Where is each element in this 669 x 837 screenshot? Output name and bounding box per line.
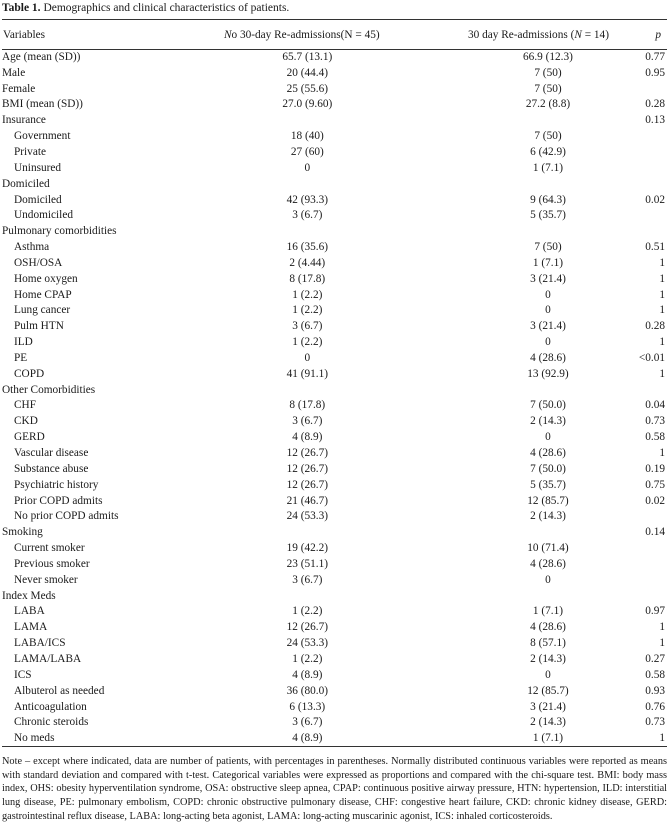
table-row [2,335,667,351]
no-readmission-value: 1 (2.2) [292,652,323,665]
table-row [2,255,667,271]
row-label: Never smoker [14,573,78,586]
p-value: 0.93 [645,684,665,697]
no-readmission-value: 24 (53.3) [286,510,329,523]
no-readmission-value [147,176,406,192]
no-readmission-value [147,113,406,129]
table-row [2,652,667,668]
p-value: 1 [659,336,665,349]
no-readmission-value [147,382,406,398]
row-label: Undomiciled [14,209,73,222]
readmission-value: 0 [545,288,551,301]
table-body [2,50,667,747]
readmission-value: 0 [545,304,551,317]
table-row [2,382,667,398]
readmission-value: 4 (28.6) [530,351,566,364]
no-readmission-value: 0 [304,161,311,174]
readmission-value: 1 (7.1) [532,161,564,174]
p-value [632,129,667,145]
table-row [2,398,667,414]
readmission-value [406,525,632,541]
readmission-value: 4 (28.6) [530,447,566,460]
readmission-value: 1 (7.1) [532,605,564,618]
no-readmission-value: 27.0 (9.60) [282,98,333,111]
no-readmission-value: 36 (80.0) [286,684,329,697]
row-label: BMI (mean (SD)) [2,98,83,111]
readmission-value: 1 (7.1) [406,731,632,747]
p-value: 0.19 [645,462,665,475]
row-label: Private [14,145,46,158]
table-header [2,20,667,50]
table-row [2,683,667,699]
row-label: PE [14,351,28,364]
p-value: 1 [659,304,665,317]
readmission-value: 4 (28.6) [530,557,566,570]
table-footnote: Note – except where indicated, data are number of patients, with percentages in parentheses. Normally distributed continuous variables were reported as means with standard deviation and compared with t-test. Categorical variables were expressed as proportions and compared with the chi-square test. BMI: body mass index, OHS: obesity hyperventilation syndrome, OSA: obstructive sleep apnea, CPAP: continuous positive airway pressure, HTN: hypertension, ILD: interstitial lung disease, PE: pulmonary embolism, COPD: chronic obstructive pulmonary disease, CHF: congestive heart failure, CKD: chronic kidney disease, GERD: gastrointestinal reflux disease, LABA: long-acting beta agonist, LAMA: long-acting muscarinic agonist, ICS: inhaled corticosteroids. [2,756,667,822]
no-readmission-value: 27 (60) [290,145,324,158]
readmission-value: 3 (21.4) [530,320,566,333]
readmission-value: 1 (7.1) [532,256,564,269]
no-readmission-value: 1 (2.2) [292,304,323,317]
table-row [2,636,667,652]
readmission-value [406,176,632,192]
no-readmission-value: 3 (6.7) [292,320,323,333]
row-label: LABA/ICS [14,637,66,650]
no-readmission-value: 12 (26.7) [286,478,329,491]
no-readmission-value: 1 (2.2) [292,336,323,349]
p-value [632,145,667,161]
readmission-value: 13 (92.9) [527,367,569,380]
table-row [2,351,667,367]
no-readmission-value: 65.7 (13.1) [282,51,333,64]
row-label: LABA [14,605,45,618]
table-row [2,667,667,683]
no-readmission-value [147,224,406,240]
no-readmission-value: 4 (8.9) [292,668,323,681]
no-readmission-value: 20 (44.4) [286,66,329,79]
p-value: 1 [632,731,667,747]
readmission-value: 7 (50.0) [530,462,566,475]
readmission-value: 4 (28.6) [530,621,566,634]
no-readmission-value: 3 (6.7) [292,209,323,222]
table-row [2,604,667,620]
no-readmission-value: 8 (17.8) [289,399,326,412]
no-readmission-value: 4 (8.9) [292,431,323,444]
row-label: Previous smoker [14,557,90,570]
row-label: Smoking [2,526,43,539]
row-label: LAMA [14,621,48,634]
readmission-value: 12 (85.7) [527,494,569,507]
table-row [2,97,667,113]
p-value: 1 [659,447,665,460]
table-row [2,65,667,81]
row-label: CKD [14,415,38,428]
row-label: CHF [14,399,36,412]
table-row [2,461,667,477]
no-readmission-value: 0 [304,351,311,364]
readmission-value [406,224,632,240]
no-readmission-value: 12 (26.7) [286,621,329,634]
p-value: 0.02 [645,494,665,507]
row-label: Index Meds [2,589,56,602]
no-readmission-value [147,525,406,541]
p-value [632,382,667,398]
readmission-value: 7 (50) [534,82,562,95]
table-row [2,287,667,303]
p-value: 0.75 [645,478,665,491]
p-value [632,208,667,224]
no-readmission-value: 25 (55.6) [286,82,329,95]
row-label: Psychiatric history [14,478,99,491]
demographics-table [2,19,667,747]
p-value: 1 [659,367,665,380]
p-value [632,557,667,573]
header-variables: Variables [3,28,46,41]
row-label: Uninsured [14,161,62,174]
row-label: Pulmonary comorbidities [2,225,117,238]
table-row [2,414,667,430]
no-readmission-value: 2 (4.44) [289,256,326,269]
no-readmission-value: 4 (8.9) [147,731,406,747]
row-label: No prior COPD admits [14,510,119,523]
readmission-value: 0 [545,336,551,349]
readmission-value: 2 (14.3) [530,415,566,428]
no-readmission-value: 12 (26.7) [286,462,329,475]
no-readmission-value: 24 (53.3) [286,637,329,650]
row-label: Female [2,82,36,95]
table-row [2,50,667,66]
p-value: 1 [659,621,665,634]
caption-text: Demographics and clinical characteristics of patients. [43,2,290,14]
readmission-value: 5 (35.7) [530,478,566,491]
p-value [632,572,667,588]
p-value: 1 [659,256,665,269]
readmission-value: 10 (71.4) [527,542,569,555]
caption-label: Table 1. [2,2,41,14]
row-label: Male [2,66,26,79]
row-label: Government [14,130,71,143]
header-no-readmission: No 30-day Re-admissions(N = 45) [223,28,380,41]
p-value [632,176,667,192]
row-label: GERD [14,431,45,444]
table-row [2,319,667,335]
p-value: 0.28 [645,98,665,111]
readmission-value: 66.9 (12.3) [523,51,573,64]
row-label: Home CPAP [14,288,72,301]
readmission-value [406,588,632,604]
row-label: Asthma [14,241,50,254]
no-readmission-value: 1 (2.2) [292,605,323,618]
no-readmission-value: 23 (51.1) [286,557,329,570]
p-value: 0.58 [645,668,665,681]
p-value: 0.97 [645,605,665,618]
no-readmission-value: 3 (6.7) [292,415,323,428]
readmission-value: 2 (14.3) [530,716,566,729]
row-label: OSH/OSA [14,256,63,269]
readmission-value: 7 (50.0) [530,399,566,412]
readmission-value: 6 (42.9) [530,145,566,158]
p-value: 0.73 [645,415,665,428]
no-readmission-value: 18 (40) [290,130,324,143]
p-value: 0.04 [645,399,665,412]
no-readmission-value: 12 (26.7) [286,447,329,460]
p-value: <0.01 [638,351,665,364]
row-label: ILD [14,336,33,349]
p-value [632,160,667,176]
p-value [632,588,667,604]
p-value: 0.76 [645,700,665,713]
table-row [2,113,667,129]
readmission-value: 3 (21.4) [530,272,566,285]
no-readmission-value: 21 (46.7) [286,494,329,507]
table-row [2,303,667,319]
table-row [2,588,667,604]
p-value: 0.13 [645,114,665,127]
readmission-value: 12 (85.7) [527,684,569,697]
table-row [2,715,667,731]
no-readmission-value: 42 (93.3) [286,193,329,206]
table-row [2,430,667,446]
table-row [2,192,667,208]
table-row [2,699,667,715]
no-readmission-value: 3 (6.7) [292,716,323,729]
readmission-value: 7 (50) [534,130,562,143]
no-readmission-value [147,588,406,604]
row-label: Vascular disease [14,447,89,460]
readmission-value: 7 (50) [534,66,562,79]
readmission-value: 2 (14.3) [530,652,566,665]
table-row [2,477,667,493]
table-row [2,208,667,224]
table-row [2,509,667,525]
row-label: Chronic steroids [14,716,89,729]
p-value: 0.27 [645,652,665,665]
p-value: 0.02 [645,193,665,206]
row-label: Age (mean (SD)) [2,51,81,64]
p-value: 0.51 [645,241,665,254]
row-label: Insurance [2,114,46,127]
row-label: LAMA/LABA [14,652,82,665]
row-label: Substance abuse [14,462,89,475]
table-row [2,620,667,636]
header-p-value: p [655,28,661,41]
readmission-value: 3 (21.4) [530,700,566,713]
p-value: 0.58 [645,431,665,444]
row-label: Pulm HTN [14,320,64,333]
p-value: 0.73 [645,716,665,729]
p-value: 1 [659,288,665,301]
table-row [2,240,667,256]
p-value [632,224,667,240]
table-row [2,271,667,287]
row-label: Albuterol as needed [14,684,105,697]
row-label: ICS [14,668,32,681]
table-row [2,731,667,747]
table-row [2,160,667,176]
p-value [632,81,667,97]
p-value: 0.14 [645,526,665,539]
p-value: 1 [659,637,665,650]
row-label: Anticoagulation [14,700,87,713]
table-row [2,129,667,145]
row-label: Domiciled [2,177,50,190]
no-readmission-value: 16 (35.6) [286,241,329,254]
readmission-value [406,113,632,129]
p-value: 0.77 [645,51,665,64]
table-row [2,176,667,192]
readmission-value: 9 (64.3) [530,193,566,206]
no-readmission-value: 1 (2.2) [292,288,323,301]
readmission-value: 0 [545,573,551,586]
p-value [632,509,667,525]
table-row [2,525,667,541]
row-label: No meds [2,731,147,747]
table-row [2,145,667,161]
table-row [2,493,667,509]
readmission-value: 5 (35.7) [530,209,566,222]
row-label: COPD [14,367,45,380]
p-value: 0.95 [645,66,665,79]
readmission-value: 8 (57.1) [530,637,566,650]
readmission-value: 0 [545,668,551,681]
row-label: Lung cancer [14,304,71,317]
readmission-value: 27.2 (8.8) [525,98,571,111]
p-value: 0.28 [645,320,665,333]
row-label: Other Comorbidities [2,383,96,396]
no-readmission-value: 6 (13.3) [289,700,326,713]
table-caption [2,1,667,15]
no-readmission-value: 8 (17.8) [289,272,326,285]
readmission-value [406,382,632,398]
readmission-value: 7 (50) [534,241,562,254]
no-readmission-value: 3 (6.7) [292,573,323,586]
table-row [2,366,667,382]
no-readmission-value: 19 (42.2) [286,542,329,555]
no-readmission-value: 41 (91.1) [286,367,329,380]
readmission-value: 2 (14.3) [530,510,566,523]
row-label: Current smoker [14,542,85,555]
p-value [632,541,667,557]
header-readmission: 30 day Re-admissions (N = 14) [467,28,609,41]
table-row [2,224,667,240]
document [0,1,669,823]
row-label: Domiciled [14,193,62,206]
table-row [2,81,667,97]
readmission-value: 0 [545,431,551,444]
p-value: 1 [659,272,665,285]
table-row [2,446,667,462]
table-row [2,572,667,588]
table-row [2,541,667,557]
table-row [2,557,667,573]
row-label: Home oxygen [14,272,78,285]
row-label: Prior COPD admits [14,494,103,507]
